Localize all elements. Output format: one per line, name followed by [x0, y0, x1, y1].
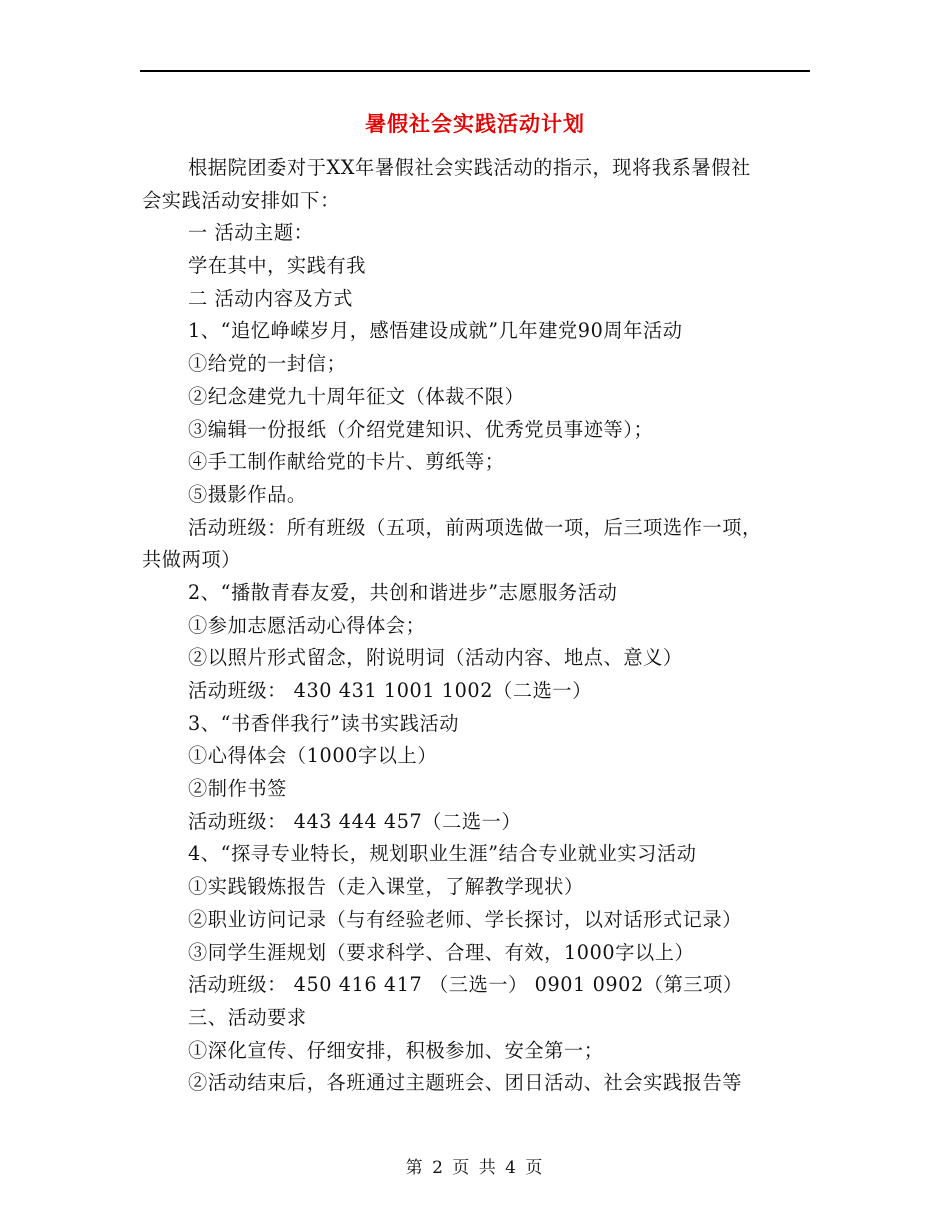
- paragraph-line: 2、“播散青春友爱，共创和谐进步”志愿服务活动: [188, 580, 618, 604]
- paragraph-line: ①参加志愿活动心得体会；: [188, 613, 426, 637]
- paragraph-line: 1、“追忆峥嵘岁月，感悟建设成就”几年建党90周年活动: [188, 319, 683, 343]
- paragraph-line: ③同学生涯规划（要求科学、合理、有效，1000字以上）: [188, 940, 695, 964]
- paragraph-line: 三、活动要求: [188, 1005, 307, 1029]
- paragraph-line: ①实践锻炼报告（走入课堂，了解教学现状）: [188, 875, 584, 899]
- header-rule: [140, 70, 810, 72]
- paragraph-line: ②纪念建党九十周年征文（体裁不限）: [188, 384, 525, 408]
- paragraph-line: ①心得体会（1000字以上）: [188, 744, 438, 768]
- paragraph-line: 学在其中，实践有我: [188, 254, 367, 278]
- paragraph-line: ①给党的一封信；: [188, 352, 347, 376]
- document-title: 暑假社会实践活动计划: [365, 111, 585, 136]
- paragraph-line: ⑤摄影作品。: [188, 482, 307, 506]
- paragraph-line: 二 活动内容及方式: [188, 286, 353, 310]
- paragraph-line: ④手工制作献给党的卡片、剪纸等；: [188, 450, 505, 474]
- paragraph-line: 根据院团委对于XX年暑假社会实践活动的指示，现将我系暑假社: [188, 156, 751, 179]
- paragraph-line: 活动班级： 443 444 457（二选一）: [188, 809, 522, 833]
- paragraph-line: 3、“书香伴我行”读书实践活动: [188, 711, 460, 735]
- paragraph-line: 共做两项）: [142, 548, 241, 572]
- paragraph-line: ②活动结束后，各班通过主题班会、团日活动、社会实践报告等: [188, 1071, 743, 1095]
- paragraph-line: ③编辑一份报纸（介绍党建知识、优秀党员事迹等）；: [188, 417, 654, 441]
- paragraph-line: ②制作书签: [188, 777, 287, 801]
- paragraph-line: ②以照片形式留念，附说明词（活动内容、地点、意义）: [188, 646, 683, 670]
- paragraph-line: 活动班级： 430 431 1001 1002（二选一）: [188, 679, 592, 702]
- paragraph-line: ②职业访问记录（与有经验老师、学长探讨，以对话形式记录）: [188, 907, 743, 931]
- paragraph-line: 一 活动主题：: [188, 221, 314, 245]
- document-body: [142, 152, 810, 1100]
- paragraph-line: 活动班级：所有班级（五项，前两项选做一项，后三项选作一项，: [188, 515, 762, 539]
- paragraph-line: ①深化宣传、仔细安排，积极参加、安全第一；: [188, 1038, 604, 1062]
- paragraph-line: 4、“探寻专业特长，规划职业生涯”结合专业就业实习活动: [188, 842, 697, 866]
- paragraph-line: 活动班级： 450 416 417 （三选一） 0901 0902（第三项）: [188, 973, 743, 997]
- page-footer: 第 2 页 共 4 页: [405, 1158, 545, 1178]
- paragraph-line: 会实践活动安排如下：: [142, 188, 340, 212]
